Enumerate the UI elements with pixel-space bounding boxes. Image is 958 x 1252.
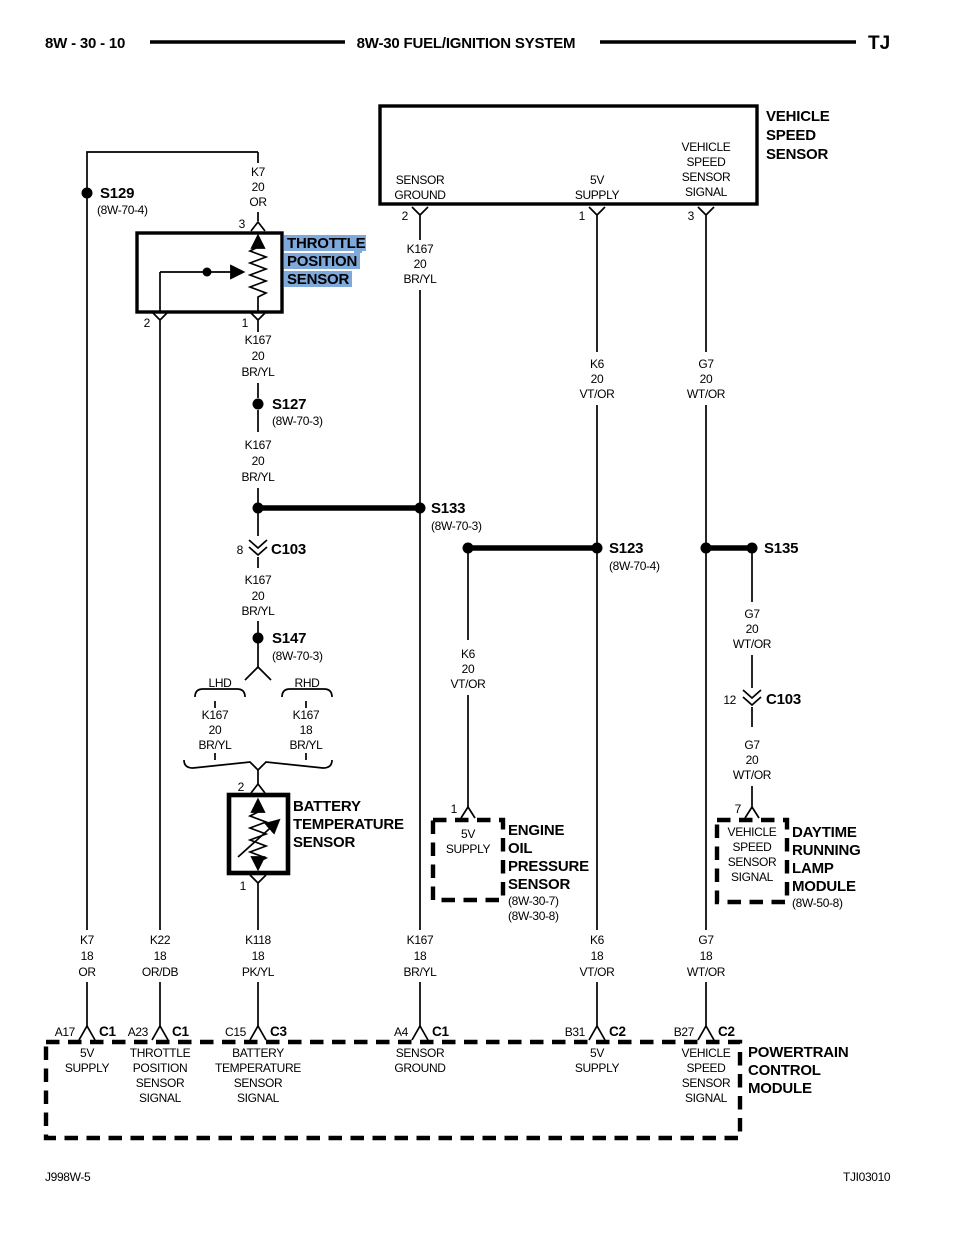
pcm-pin-label: THROTTLE	[129, 1046, 191, 1060]
variant-lhd-label: LHD	[208, 676, 232, 690]
wire-circuit: G7	[744, 738, 760, 752]
splice-s129-label: S129	[100, 185, 135, 202]
pcm-pin-label: TEMPERATURE	[215, 1061, 301, 1075]
pcm-cavity: A17	[54, 1025, 75, 1039]
wire-gauge: 20	[745, 753, 759, 767]
wire-circuit: K167	[244, 573, 272, 587]
wire-color: BR/YL	[403, 965, 437, 979]
wire-color: PK/YL	[241, 965, 275, 979]
pcm-connector: C1	[432, 1024, 449, 1039]
pcm-connector: C1	[172, 1024, 189, 1039]
bts-pin1-number: 1	[239, 879, 246, 893]
vehicle-code: TJ	[868, 33, 891, 54]
tps-pin2-number: 2	[143, 316, 150, 330]
page-title: 8W-30 FUEL/IGNITION SYSTEM	[356, 35, 576, 52]
tps-name-line: POSITION	[287, 253, 358, 270]
wire-gauge: 20	[745, 622, 759, 636]
splice-s133-dot	[415, 503, 426, 514]
drl-name-line: DAYTIME	[792, 824, 857, 841]
wire-color: BR/YL	[241, 365, 275, 379]
drl-pin-label: VEHICLE	[727, 825, 777, 839]
pcm-pin-label: SPEED	[686, 1061, 726, 1075]
bts-name-line: TEMPERATURE	[293, 816, 404, 833]
vss-pin2-number: 2	[401, 209, 408, 223]
wire-color: VT/OR	[450, 677, 486, 691]
wire-circuit: K7	[80, 933, 94, 947]
pcm-pin-label: SIGNAL	[685, 1091, 727, 1105]
wire-gauge: 20	[251, 589, 265, 603]
vss-supply-label: SUPPLY	[574, 188, 620, 202]
wire-circuit: G7	[698, 933, 714, 947]
pcm-pin-label: BATTERY	[232, 1046, 284, 1060]
wire-color: OR	[78, 965, 96, 979]
pcm-connector: C2	[609, 1024, 626, 1039]
pcm-cavity: B31	[564, 1025, 585, 1039]
splice-s127-ref: (8W-70-3)	[272, 414, 323, 428]
vss-signal-label: VEHICLE	[681, 140, 731, 154]
splice-s123-label: S123	[609, 540, 644, 557]
pcm-pin-label: SENSOR	[395, 1046, 445, 1060]
oil-name-line: ENGINE	[508, 822, 565, 839]
tps-name-line: SENSOR	[287, 271, 350, 288]
wire-circuit: G7	[744, 607, 760, 621]
footer-figure-code: TJI03010	[843, 1170, 891, 1184]
wire-gauge: 18	[699, 949, 713, 963]
tps-wiper-junction-dot	[203, 268, 212, 277]
pcm-pin-label: SUPPLY	[64, 1061, 110, 1075]
wire-gauge: 18	[251, 949, 265, 963]
splice-s147-dot	[253, 633, 264, 644]
wire-gauge: 20	[699, 372, 713, 386]
wire-gauge: 18	[413, 949, 427, 963]
footer-sheet-code: J998W-5	[45, 1170, 91, 1184]
connector-cavity: 8	[236, 543, 243, 557]
splice-s129-ref: (8W-70-4)	[97, 203, 148, 217]
splice-s133-ref: (8W-70-3)	[431, 519, 482, 533]
wire-gauge: 18	[590, 949, 604, 963]
tps-name-line: THROTTLE	[287, 235, 366, 252]
pcm-cavity: C15	[225, 1025, 246, 1039]
pcm-pin-label: SENSOR	[135, 1076, 185, 1090]
wire-circuit: K167	[244, 333, 272, 347]
wire-color: WT/OR	[732, 768, 772, 782]
wire-circuit: K167	[244, 438, 272, 452]
pcm-pin-label: SUPPLY	[574, 1061, 620, 1075]
bts-name-line: SENSOR	[293, 834, 356, 851]
wire-gauge: 20	[590, 372, 604, 386]
oil-name-line: OIL	[508, 840, 533, 857]
pcm-pin-label: 5V	[590, 1046, 604, 1060]
wire-gauge: 20	[251, 180, 265, 194]
splice-s147-ref: (8W-70-3)	[272, 649, 323, 663]
pcm-name-line: MODULE	[748, 1080, 812, 1097]
connector-label: C103	[766, 691, 802, 708]
wire-circuit: G7	[698, 357, 714, 371]
vss-ground-label: GROUND	[394, 188, 446, 202]
oil-name-line: PRESSURE	[508, 858, 589, 875]
pcm-pin-label: VEHICLE	[681, 1046, 731, 1060]
drl-pin-label: SPEED	[732, 840, 772, 854]
vss-signal-label: SPEED	[686, 155, 726, 169]
oil-pin-label: SUPPLY	[445, 842, 491, 856]
wire-color: BR/YL	[241, 470, 275, 484]
splice-s135-dot	[701, 543, 712, 554]
wire-color: WT/OR	[732, 637, 772, 651]
page-number: 8W - 30 - 10	[45, 35, 126, 52]
wire-gauge: 20	[251, 454, 265, 468]
wire-circuit: K118	[245, 933, 271, 947]
splice-s127-label: S127	[272, 396, 307, 413]
pcm-pin-label: 5V	[80, 1046, 94, 1060]
vss-name-line: SPEED	[766, 127, 816, 144]
pcm-cavity: B27	[673, 1025, 694, 1039]
wire-circuit: K7	[251, 165, 265, 179]
wire-color: VT/OR	[579, 965, 615, 979]
splice-s123-dot	[463, 543, 474, 554]
pcm-pin-label: SENSOR	[233, 1076, 283, 1090]
drl-pin7-number: 7	[734, 802, 741, 816]
tps-pin1-number: 1	[241, 316, 248, 330]
wire-color: BR/YL	[241, 604, 275, 618]
vss-ground-label: SENSOR	[395, 173, 445, 187]
connector-label: C103	[271, 541, 307, 558]
wire-circuit: K22	[149, 933, 171, 947]
oil-ref: (8W-30-8)	[508, 909, 559, 923]
drl-name-line: LAMP	[792, 860, 834, 877]
wire-gauge: 20	[413, 257, 427, 271]
splice-s127-dot	[253, 399, 264, 410]
wire-gauge: 18	[299, 723, 313, 737]
splice-s123-dot	[592, 543, 603, 554]
wire-circuit: K6	[590, 357, 604, 371]
wire-color: VT/OR	[579, 387, 615, 401]
splice-s147-label: S147	[272, 630, 307, 647]
pcm-connector: C3	[270, 1024, 287, 1039]
pcm-connector: C2	[718, 1024, 735, 1039]
splice-s135-dot	[747, 543, 758, 554]
wire-color: WT/OR	[686, 965, 726, 979]
wire-gauge: 18	[153, 949, 167, 963]
tps-pin3-number: 3	[238, 217, 245, 231]
splice-s129-dot	[82, 188, 93, 199]
wire-color: BR/YL	[289, 738, 323, 752]
pcm-name-line: POWERTRAIN	[748, 1044, 849, 1061]
vss-pin3-number: 3	[687, 209, 694, 223]
splice-s135-label: S135	[764, 540, 799, 557]
pcm-pin-label: POSITION	[132, 1061, 188, 1075]
oil-pin-label: 5V	[461, 827, 475, 841]
pcm-pin-label: SENSOR	[681, 1076, 731, 1090]
drl-pin-label: SIGNAL	[731, 870, 773, 884]
wire-circuit: K6	[590, 933, 604, 947]
wire-circuit: K167	[201, 708, 229, 722]
connector-cavity: 12	[723, 693, 736, 707]
bts-pin2-number: 2	[237, 780, 244, 794]
oil-ref: (8W-30-7)	[508, 894, 559, 908]
vss-signal-label: SIGNAL	[685, 185, 727, 199]
pcm-cavity: A4	[394, 1025, 408, 1039]
pcm-name-line: CONTROL	[748, 1062, 821, 1079]
vss-signal-label: SENSOR	[681, 170, 731, 184]
wire-circuit: K6	[461, 647, 475, 661]
variant-rhd-label: RHD	[294, 676, 320, 690]
vss-pin1-number: 1	[578, 209, 585, 223]
pcm-pin-label: SIGNAL	[139, 1091, 181, 1105]
drl-name-line: MODULE	[792, 878, 856, 895]
wire-gauge: 18	[80, 949, 94, 963]
wire-gauge: 20	[208, 723, 222, 737]
drl-ref: (8W-50-8)	[792, 896, 843, 910]
wire-circuit: K167	[292, 708, 320, 722]
splice-s133-dot	[253, 503, 264, 514]
wire-color: BR/YL	[403, 272, 437, 286]
pcm-pin-label: GROUND	[394, 1061, 446, 1075]
pcm-cavity: A23	[127, 1025, 148, 1039]
vss-supply-label: 5V	[590, 173, 604, 187]
pcm-pin-label: SIGNAL	[237, 1091, 279, 1105]
wire-color: WT/OR	[686, 387, 726, 401]
drl-name-line: RUNNING	[792, 842, 861, 859]
wire-color: BR/YL	[198, 738, 232, 752]
bts-name-line: BATTERY	[293, 798, 361, 815]
wire-circuit: K167	[406, 242, 434, 256]
oil-name-line: SENSOR	[508, 876, 571, 893]
pcm-connector: C1	[99, 1024, 116, 1039]
vss-name-line: VEHICLE	[766, 108, 830, 125]
drl-pin-label: SENSOR	[727, 855, 777, 869]
vss-name-line: SENSOR	[766, 146, 829, 163]
wire-color: OR/DB	[141, 965, 179, 979]
wire-gauge: 20	[461, 662, 475, 676]
wire-circuit: K167	[406, 933, 434, 947]
splice-s133-label: S133	[431, 500, 466, 517]
splice-s123-ref: (8W-70-4)	[609, 559, 660, 573]
wire-gauge: 20	[251, 349, 265, 363]
wire-color: OR	[249, 195, 267, 209]
oil-pin1-number: 1	[450, 802, 457, 816]
